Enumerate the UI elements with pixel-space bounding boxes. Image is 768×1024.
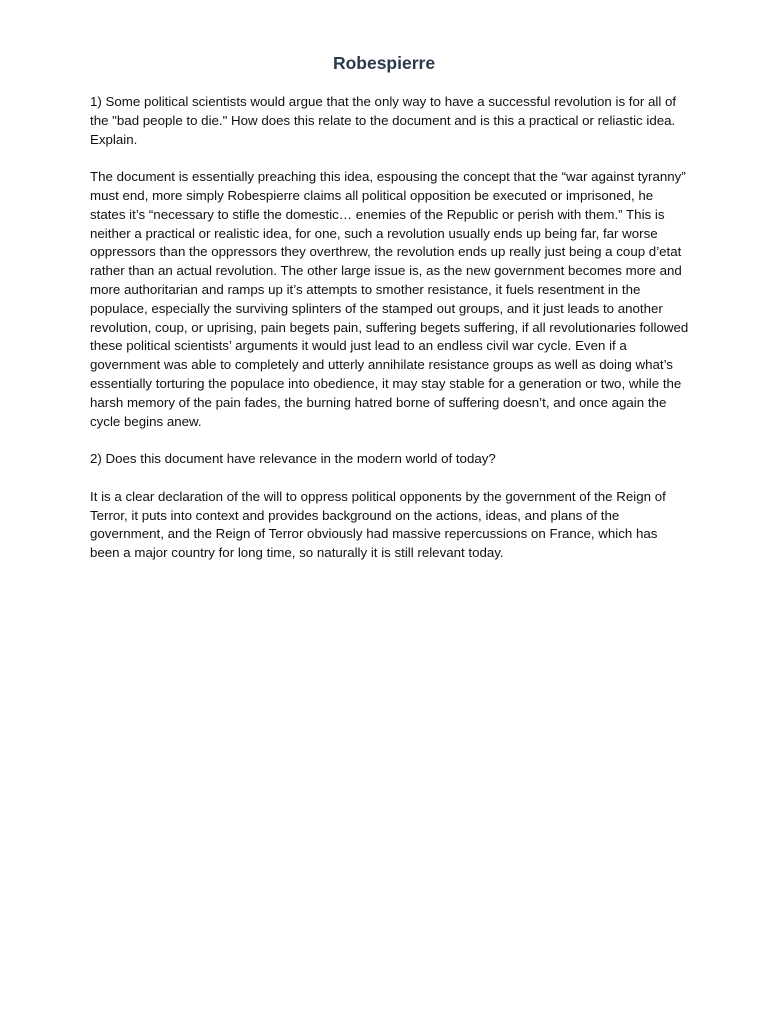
answer-1: The document is essentially preaching this idea, espousing the concept that the “war against tyranny” must end, more simply Robespierre claims all political opposition be executed or imprisoned, he states it’s “necessary to stifle the domestic… enemies of the Republic or perish with them.” This is neither a practical or realistic idea, for one, such a revolution usually ends up being far, far worse oppressors than the oppressors they overthrew, the revolution ends up really just being a coup d’etat rather than an actual revolution. The other large issue is, as the new government becomes more and more authoritarian and ramps up it’s attempts to smother resistance, it fuels resentment in the populace, especially the surviving splinters of the stamped out groups, and it just leads to another revolution, coup, or uprising, pain begets pain, suffering begets suffering, if all revolutionaries followed these political scientists’ arguments it would just lead to an endless civil war cycle. Even if a government was able to completely and utterly annihilate resistance groups as well as doing what’s essentially torturing the populace into obedience, it may stay stable for a generation or two, while the harsh memory of the pain fades, the burning hatred borne of suffering doesn’t, and once again the cycle begins anew. <box>90 169 689 429</box>
question-2: 2) Does this document have relevance in the modern world of today? <box>90 451 496 467</box>
document-title: Robespierre <box>332 53 436 73</box>
answer-2: It is a clear declaration of the will to oppress political opponents by the government of the Reign of Terror, it puts into context and provides background on the actions, ideas, and plans of the government, and the Reign of Terror obviously had massive repercussions on France, which has been a major country for long time, so naturally it is still relevant today. <box>90 488 666 561</box>
document-body <box>90 93 690 582</box>
question-1: 1) Some political scientists would argue that the only way to have a successful revolution is for all of the "bad people to die." How does this relate to the document and is this a practical or reliastic idea. Explain. <box>90 94 677 147</box>
